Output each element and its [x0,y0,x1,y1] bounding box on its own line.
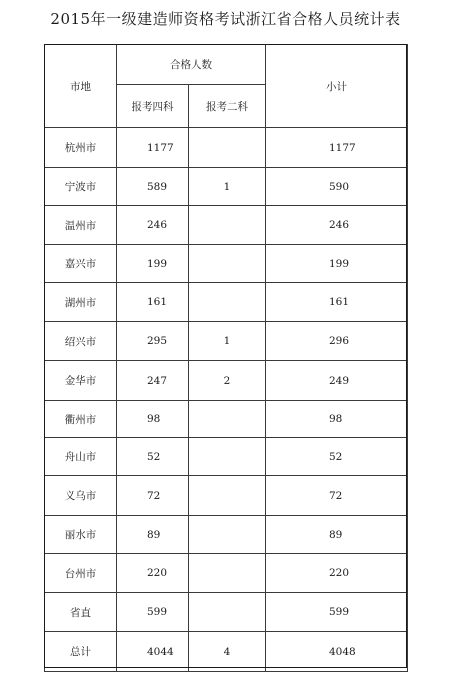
city-cell: 杭州市 [45,128,117,168]
four-subjects-cell: 220 [117,554,189,593]
two-subjects-cell [189,401,266,438]
subtotal-cell: 246 [266,206,408,245]
four-subjects-cell: 246 [117,206,189,245]
four-subjects-cell: 247 [117,361,189,401]
header-two-subjects: 报考二科 [189,85,266,128]
city-cell: 舟山市 [45,438,117,476]
city-cell: 省直 [45,593,117,632]
header-four-subjects: 报考四科 [117,85,189,128]
four-subjects-cell: 199 [117,245,189,283]
table-row [45,322,408,361]
header-qualified-count: 合格人数 [117,45,266,85]
subtotal-cell: 4048 [266,632,408,672]
table-row [45,438,408,476]
table-row [45,476,408,516]
two-subjects-cell: 1 [189,322,266,361]
table-row [45,168,408,206]
two-subjects-cell [189,283,266,322]
table-row [45,593,408,632]
total-row [45,632,408,672]
two-subjects-cell [189,593,266,632]
two-subjects-cell: 1 [189,168,266,206]
table-title: 2015年一级建造师资格考试浙江省合格人员统计表 [50,10,401,28]
subtotal-cell: 199 [266,245,408,283]
city-cell: 总计 [45,632,117,672]
two-subjects-cell [189,206,266,245]
subtotal-cell: 72 [266,476,408,516]
subtotal-cell: 249 [266,361,408,401]
table-row [45,128,408,168]
four-subjects-cell: 589 [117,168,189,206]
subtotal-cell: 89 [266,516,408,554]
city-cell: 金华市 [45,361,117,401]
header-city: 市地 [45,45,117,128]
two-subjects-cell [189,516,266,554]
four-subjects-cell: 599 [117,593,189,632]
subtotal-cell: 296 [266,322,408,361]
four-subjects-cell: 72 [117,476,189,516]
four-subjects-cell: 295 [117,322,189,361]
city-cell: 嘉兴市 [45,245,117,283]
four-subjects-cell: 1177 [117,128,189,168]
header-subtotal: 小计 [266,45,408,128]
four-subjects-cell: 89 [117,516,189,554]
table-row [45,283,408,322]
city-cell: 绍兴市 [45,322,117,361]
table-row [45,516,408,554]
city-cell: 义乌市 [45,476,117,516]
four-subjects-cell: 98 [117,401,189,438]
subtotal-cell: 590 [266,168,408,206]
city-cell: 丽水市 [45,516,117,554]
table-row [45,245,408,283]
subtotal-cell: 1177 [266,128,408,168]
two-subjects-cell [189,476,266,516]
subtotal-cell: 220 [266,554,408,593]
two-subjects-cell [189,438,266,476]
city-cell: 宁波市 [45,168,117,206]
qualified-personnel-table [44,44,408,672]
table-row [45,401,408,438]
two-subjects-cell [189,128,266,168]
city-cell: 衢州市 [45,401,117,438]
two-subjects-cell: 2 [189,361,266,401]
city-cell: 湖州市 [45,283,117,322]
two-subjects-cell [189,245,266,283]
four-subjects-cell: 161 [117,283,189,322]
two-subjects-cell: 4 [189,632,266,672]
subtotal-cell: 98 [266,401,408,438]
two-subjects-cell [189,554,266,593]
four-subjects-cell: 4044 [117,632,189,672]
city-cell: 台州市 [45,554,117,593]
table-row [45,206,408,245]
subtotal-cell: 161 [266,283,408,322]
subtotal-cell: 52 [266,438,408,476]
four-subjects-cell: 52 [117,438,189,476]
subtotal-cell: 599 [266,593,408,632]
table-row [45,361,408,401]
city-cell: 温州市 [45,206,117,245]
table-row [45,554,408,593]
